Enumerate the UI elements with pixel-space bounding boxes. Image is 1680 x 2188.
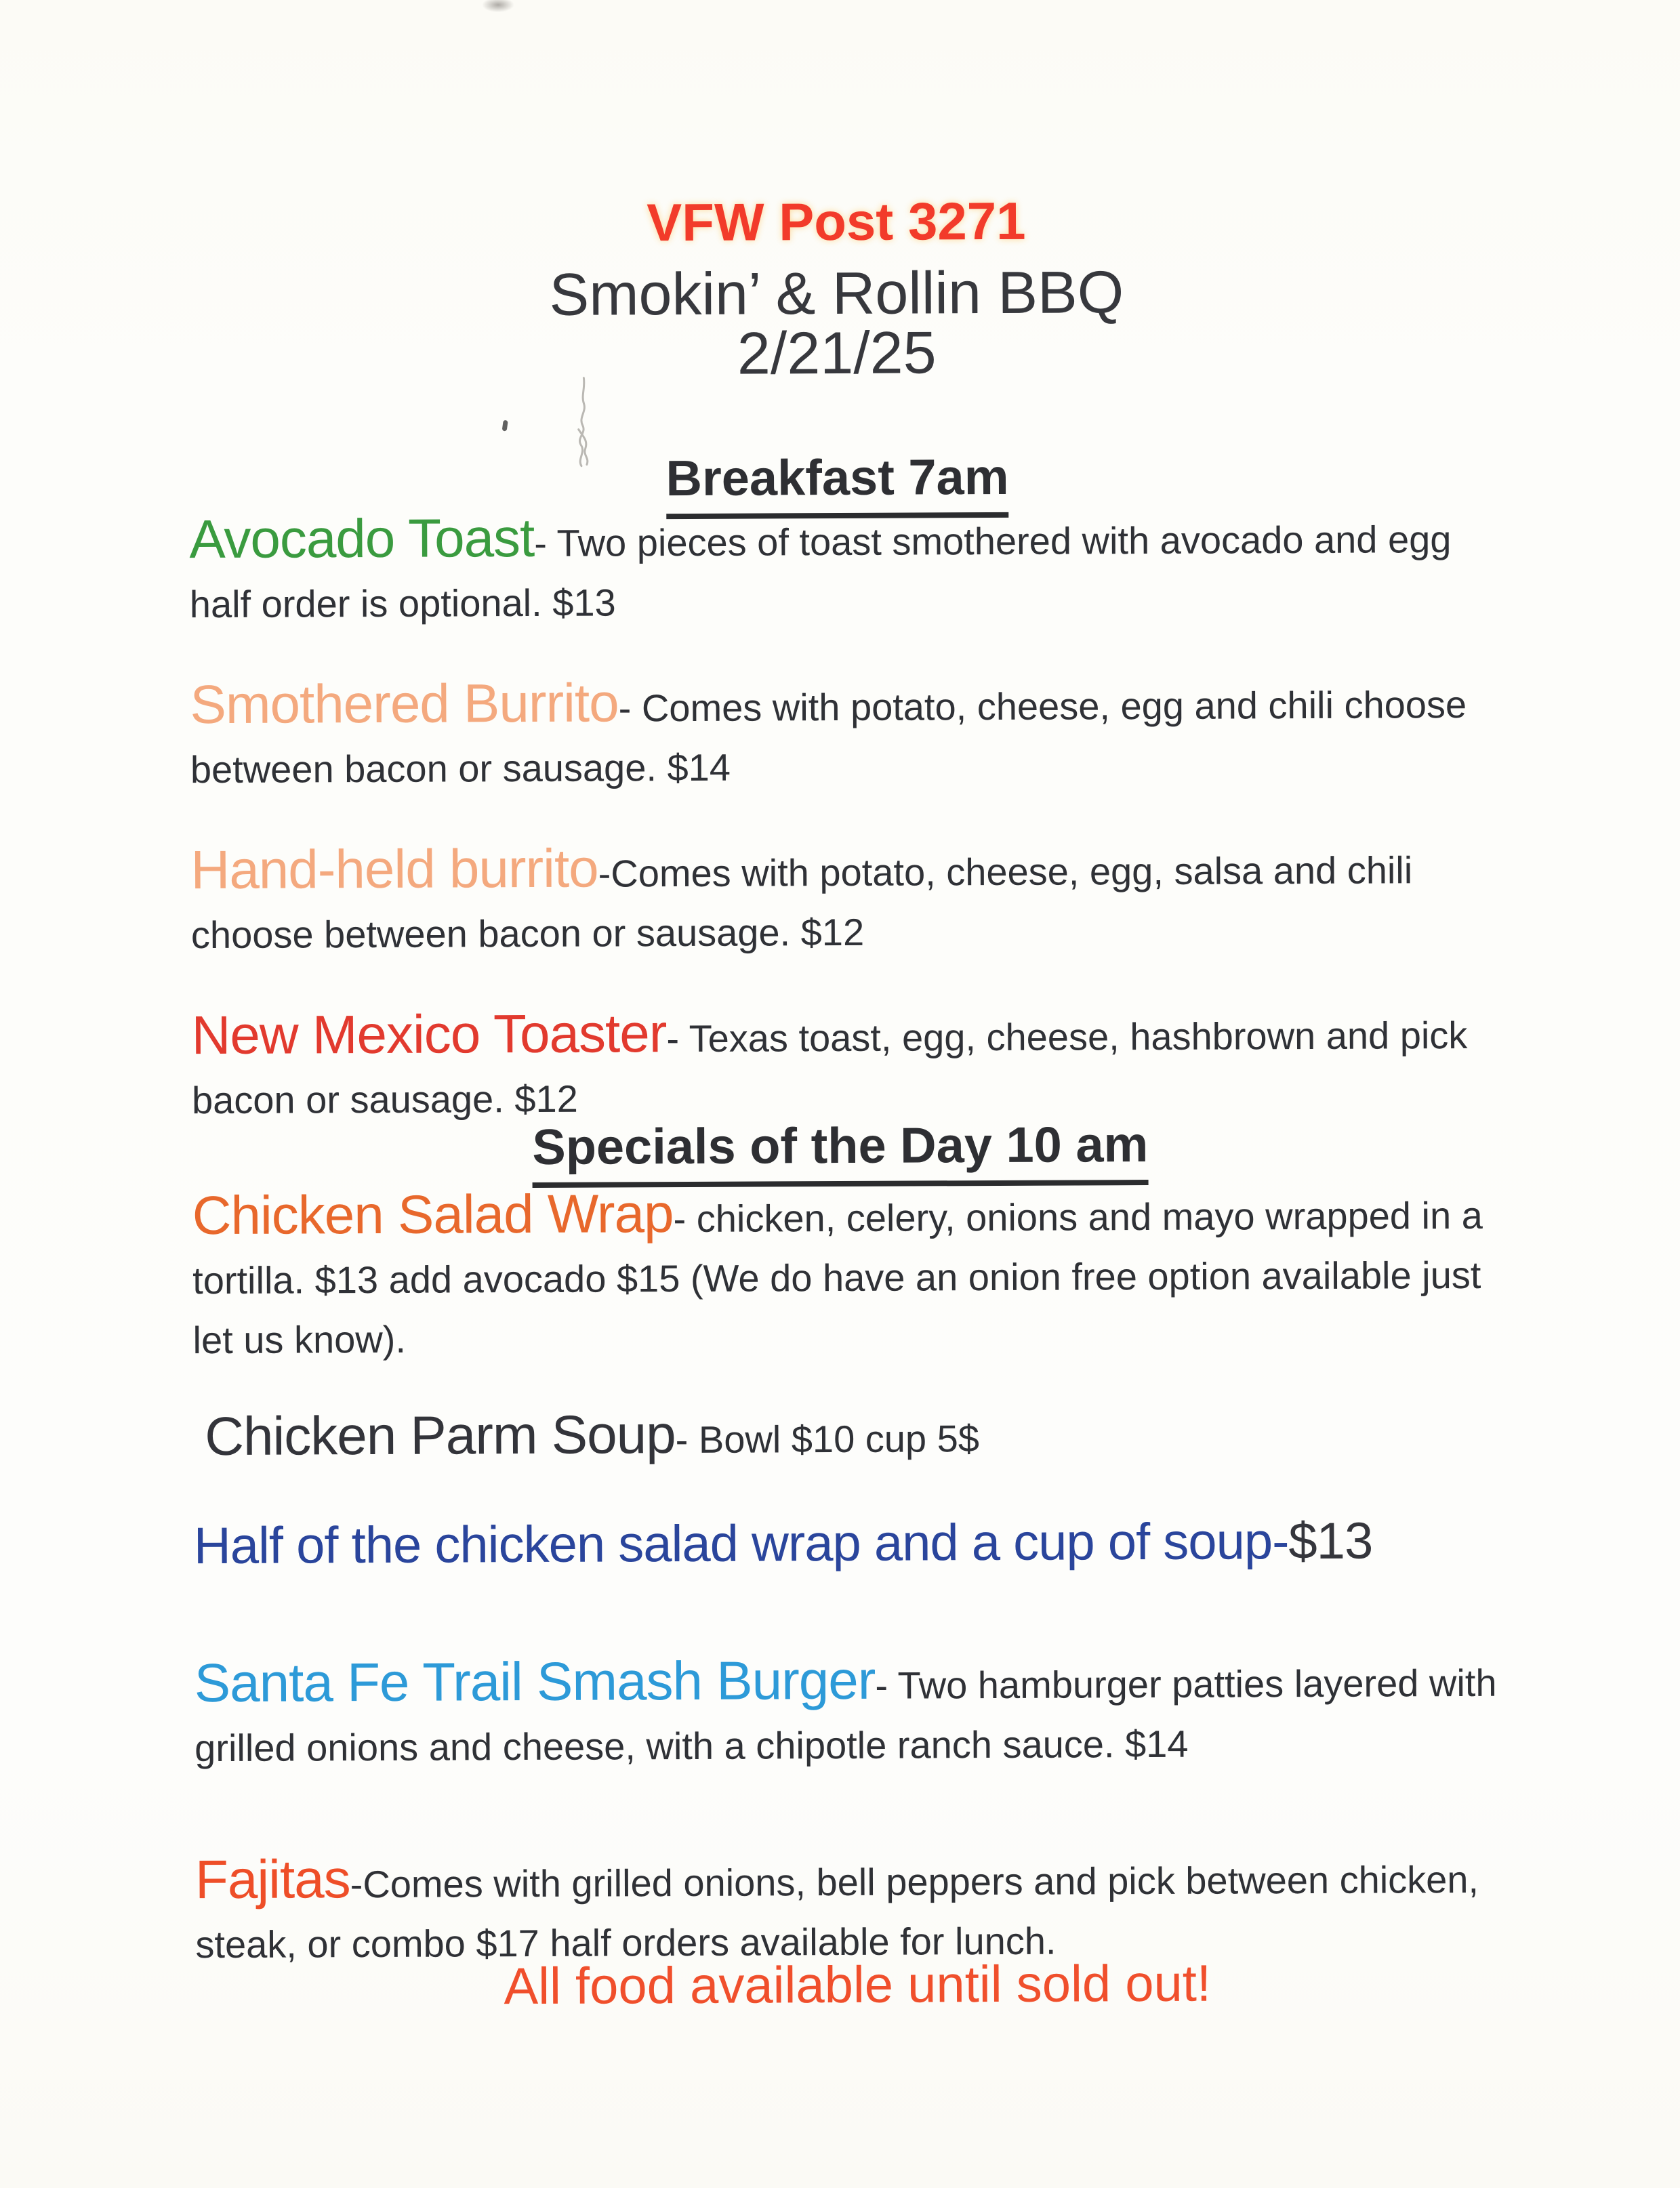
menu-item-santa-fe-smash-burger — [194, 1648, 1503, 1778]
menu-item-text — [189, 504, 1498, 634]
combo-line-price: $13 — [1288, 1512, 1373, 1571]
menu-item-desc: - Two pieces of toast smothered with avocado and egg half order is optional. $13 — [189, 518, 1452, 626]
menu-item-name: Fajitas — [194, 1849, 350, 1910]
menu-item-text — [194, 1648, 1503, 1778]
combo-line-text: Half of the chicken salad wrap and a cup of soup- — [193, 1512, 1289, 1575]
menu-item-desc: - Two hamburger patties layered with grilled onions and cheese, with a chipotle ranch sauce. $14 — [194, 1661, 1497, 1770]
menu-item-desc: - Bowl $10 cup 5$ — [675, 1417, 980, 1462]
menu-item-name: Avocado Toast — [189, 507, 535, 570]
menu-item-smothered-burrito — [190, 669, 1498, 800]
menu-date: 2/21/25 — [737, 318, 937, 387]
menu-item-desc: - Texas toast, egg, cheese, hashbrown and pick bacon or sausage. $12 — [191, 1013, 1468, 1122]
section-heading-specials-label: Specials of the Day 10 am — [532, 1115, 1148, 1188]
section-heading-breakfast-label: Breakfast 7am — [665, 448, 1008, 519]
page-subtitle: Smokin’ & Rollin BBQ — [549, 258, 1124, 328]
menu-item-desc: -Comes with potato, cheese, egg, salsa and chili choose between bacon or sausage. $12 — [190, 848, 1413, 957]
menu-item-avocado-toast — [189, 504, 1498, 634]
menu-item-name: Hand-held burrito — [190, 838, 598, 901]
scan-speck — [502, 420, 508, 432]
menu-item-text — [190, 835, 1499, 965]
menu-item-name: Chicken Parm Soup — [205, 1404, 676, 1467]
section-heading-specials — [0, 1113, 1680, 1191]
menu-item-name: Santa Fe Trail Smash Burger — [194, 1649, 876, 1714]
menu-item-text — [205, 1401, 1513, 1472]
menu-item-hand-held-burrito — [190, 835, 1499, 965]
menu-item-text — [192, 1180, 1501, 1370]
scan-smudge-top — [482, 0, 514, 12]
menu-item-text — [191, 1000, 1500, 1130]
menu-item-name: Smothered Burrito — [190, 672, 619, 735]
menu-item-chicken-salad-wrap — [192, 1180, 1501, 1370]
menu-item-desc: - chicken, celery, onions and mayo wrapped in a tortilla. $13 add avocado $15 (We do have an onion free option available just let us know). — [192, 1193, 1483, 1362]
page-title: VFW Post 3271 — [647, 190, 1026, 253]
combo-line — [194, 1510, 1522, 1578]
menu-item-chicken-parm-soup — [205, 1401, 1513, 1472]
menu-item-name: New Mexico Toaster — [191, 1003, 667, 1066]
menu-item-desc: -Comes with grilled onions, bell peppers and pick between chicken, steak, or combo $17 half orders available for lunch. — [195, 1857, 1479, 1966]
menu-item-desc: - Comes with potato, cheese, egg and chili choose between bacon or sausage. $14 — [190, 682, 1467, 791]
footer-availability-note: All food available until sold out! — [504, 1954, 1212, 2016]
menu-item-name: Chicken Salad Wrap — [192, 1183, 674, 1246]
menu-item-text — [190, 669, 1498, 800]
menu-item-new-mexico-toaster — [191, 1000, 1500, 1130]
